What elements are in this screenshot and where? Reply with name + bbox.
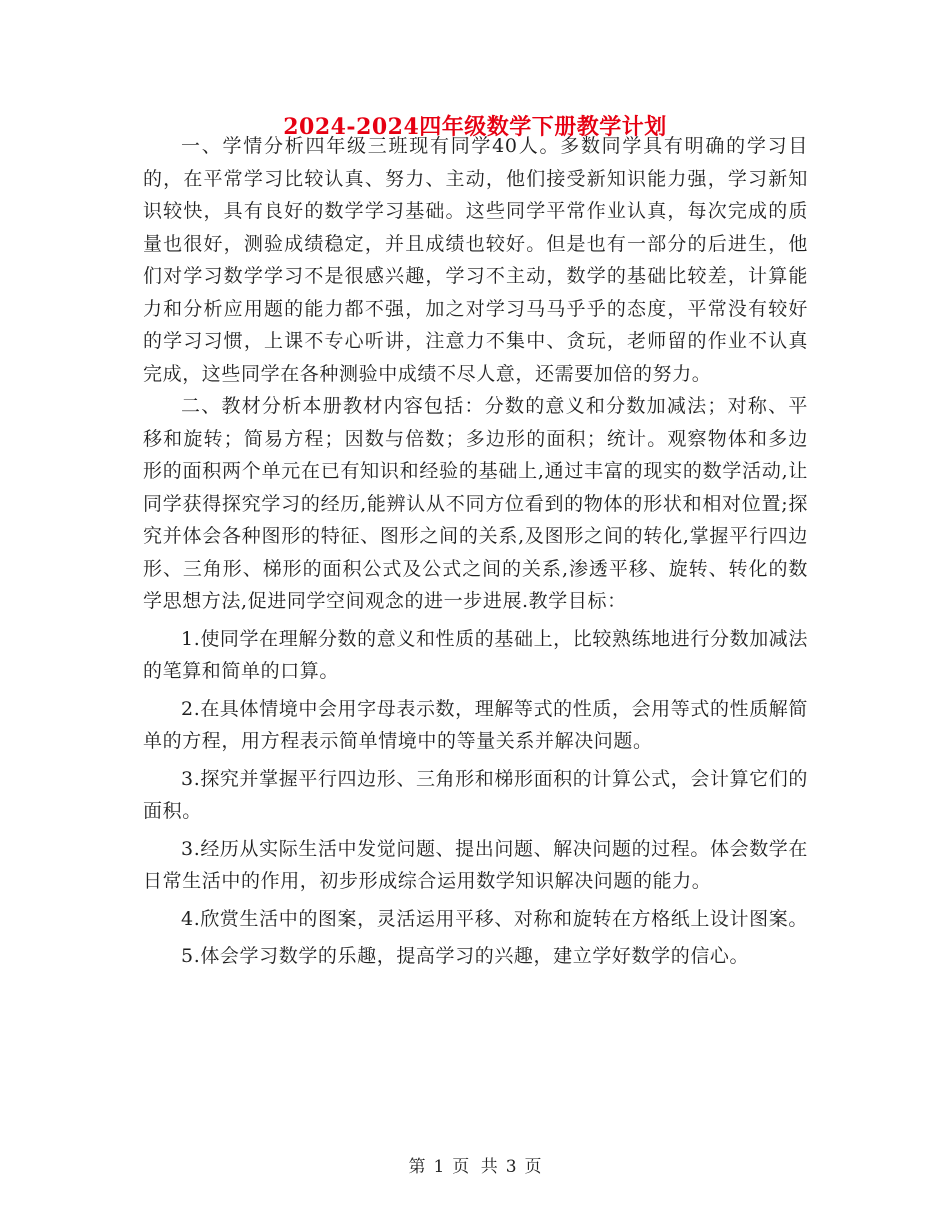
page-current: 1 [433,1157,445,1177]
page-number-footer [0,1152,950,1177]
objective-item: 1.使同学在理解分数的意义和性质的基础上，比较熟练地进行分数加减法的笔算和简单的口算。 [143,627,808,682]
paragraph-textbook-analysis: 二、教材分析本册教材内容包括：分数的意义和分数加减法；对称、平移和旋转；简易方程；因数与倍数；多边形的面积；统计。观察物体和多边形的面积两个单元在已有知识和经验的基础上,通过丰富的现实的数学活动,让同学获得探究学习的经历,能辨认从不同方位看到的物体的形状和相对位置;探究并体会各种图形的特征、图形之间的关系,及图形之间的转化,掌握平行四边形、三角形、梯形的面积公式及公式之间的关系,渗透平移、旋转、转化的数学思想方法,促进同学空间观念的进一步进展.教学目标： [143,395,808,612]
page-total: 3 [505,1157,517,1177]
document-body [143,130,808,973]
objective-item: 5.体会学习数学的乐趣，提高学习的兴趣，建立学好数学的信心。 [181,945,750,967]
page-prefix: 第 [408,1157,426,1177]
paragraph-student-analysis: 一、学情分析四年级三班现有同学40人。多数同学具有明确的学习目的，在平常学习比较认真、努力、主动，他们接受新知识能力强，学习新知识较快，具有良好的数学学习基础。这些同学平常作业认真，每次完成的质量也很好，测验成绩稳定，并且成绩也较好。但是也有一部分的后进生，他们对学习数学学习不是很感兴趣，学习不主动，数学的基础比较差，计算能力和分析应用题的能力都不强，加之对学习马马乎乎的态度，平常没有较好的学习习惯，上课不专心听讲，注意力不集中、贪玩，老师留的作业不认真完成，这些同学在各种测验中成绩不尽人意，还需要加倍的努力。 [143,135,808,385]
objective-item: 3.探究并掌握平行四边形、三角形和梯形面积的计算公式，会计算它们的面积。 [143,767,808,822]
objective-item: 4.欣赏生活中的图案，灵活运用平移、对称和旋转在方格纸上设计图案。 [181,907,808,930]
page-middle: 页 共 [452,1157,498,1177]
objective-item: 3.经历从实际生活中发觉问题、提出问题、解决问题的过程。体会数学在日常生活中的作用，初步形成综合运用数学知识解决问题的能力。 [143,837,808,892]
page-suffix: 页 [524,1157,542,1177]
document-title: 2024-2024四年级数学下册教学计划 [283,114,667,140]
objective-item: 2.在具体情境中会用字母表示数，理解等式的性质，会用等式的性质解简单的方程，用方程表示简单情境中的等量关系并解决问题。 [143,697,808,752]
